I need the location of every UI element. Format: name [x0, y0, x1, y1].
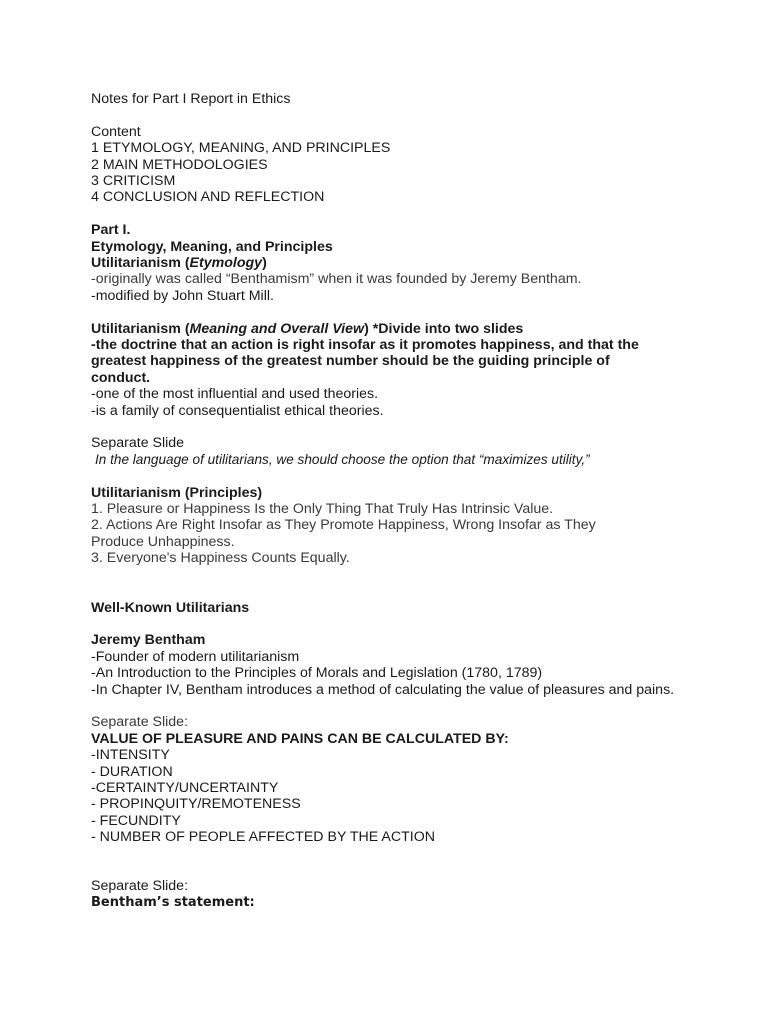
separate-slide-label: Separate Slide:	[91, 714, 189, 731]
content-item: 1 ETYMOLOGY, MEANING, AND PRINCIPLES	[91, 140, 391, 157]
principle-item: 2. Actions Are Right Insofar as They Promote Happiness, Wrong Insofar as They Produce Unhappiness.	[91, 517, 596, 550]
part-heading: Part I.	[91, 222, 131, 239]
bentham-name: Jeremy Bentham	[91, 632, 206, 649]
principle-item: 3. Everyone's Happiness Counts Equally.	[91, 550, 350, 567]
calculation-item: - DURATION	[91, 763, 173, 780]
calculation-heading: VALUE OF PLEASURE AND PAINS CAN BE CALCULATED BY:	[91, 730, 509, 747]
document-page	[91, 91, 751, 911]
calculation-item: - PROPINQUITY/REMOTENESS	[91, 796, 301, 813]
meaning-label: Utilitarianism (Meaning and Overall View) *Divide into two slides	[91, 320, 524, 337]
spacer	[91, 468, 751, 484]
bentham-statement-heading: Bentham’s statement:	[91, 894, 255, 910]
bentham-line: -Founder of modern utilitarianism	[91, 648, 300, 665]
part-subheading: Etymology, Meaning, and Principles	[91, 238, 333, 255]
principle-item: 1. Pleasure or Happiness Is the Only Thing That Truly Has Intrinsic Value.	[91, 501, 554, 518]
calculation-item: -CERTAINTY/UNCERTAINTY	[91, 779, 279, 796]
principles-label: Utilitarianism (Principles)	[91, 484, 263, 501]
meaning-definition: -the doctrine that an action is right insofar as it promotes happiness, and that the greatest happiness of the greatest number should be the guiding principle of conduct.	[91, 337, 639, 386]
spacer	[91, 846, 751, 879]
spacer	[91, 419, 751, 435]
spacer	[91, 698, 751, 714]
content-item: 4 CONCLUSION AND REFLECTION	[91, 189, 325, 206]
etymology-label: Utilitarianism (Etymology)	[91, 255, 267, 272]
content-item: 3 CRITICISM	[91, 173, 176, 190]
spacer	[91, 304, 751, 320]
calculation-item: - NUMBER OF PEOPLE AFFECTED BY THE ACTION	[91, 829, 435, 846]
etymology-line: -modified by John Stuart Mill.	[91, 287, 274, 304]
spacer	[91, 616, 751, 632]
document-title: Notes for Part I Report in Ethics	[91, 91, 291, 107]
calculation-item: - FECUNDITY	[91, 812, 181, 829]
separate-slide-label: Separate Slide	[91, 435, 185, 452]
spacer	[91, 107, 751, 123]
etymology-line: -originally was called “Benthamism” when it was founded by Jeremy Bentham.	[91, 271, 582, 288]
calculation-item: -INTENSITY	[91, 747, 170, 764]
spacer	[91, 567, 751, 600]
well-known-heading: Well-Known Utilitarians	[91, 599, 250, 616]
spacer	[91, 206, 751, 222]
content-heading: Content	[91, 123, 141, 140]
meaning-line: -is a family of consequentialist ethical theories.	[91, 402, 384, 419]
content-item: 2 MAIN METHODOLOGIES	[91, 156, 268, 173]
meaning-line: -one of the most influential and used theories.	[91, 386, 379, 403]
utility-quote: In the language of utilitarians, we should choose the option that “maximizes utility,”	[95, 451, 590, 467]
separate-slide-label: Separate Slide:	[91, 878, 189, 895]
bentham-line: -An Introduction to the Principles of Morals and Legislation (1780, 1789)	[91, 665, 543, 682]
bentham-line: -In Chapter IV, Bentham introduces a method of calculating the value of pleasures and pains.	[91, 681, 675, 698]
